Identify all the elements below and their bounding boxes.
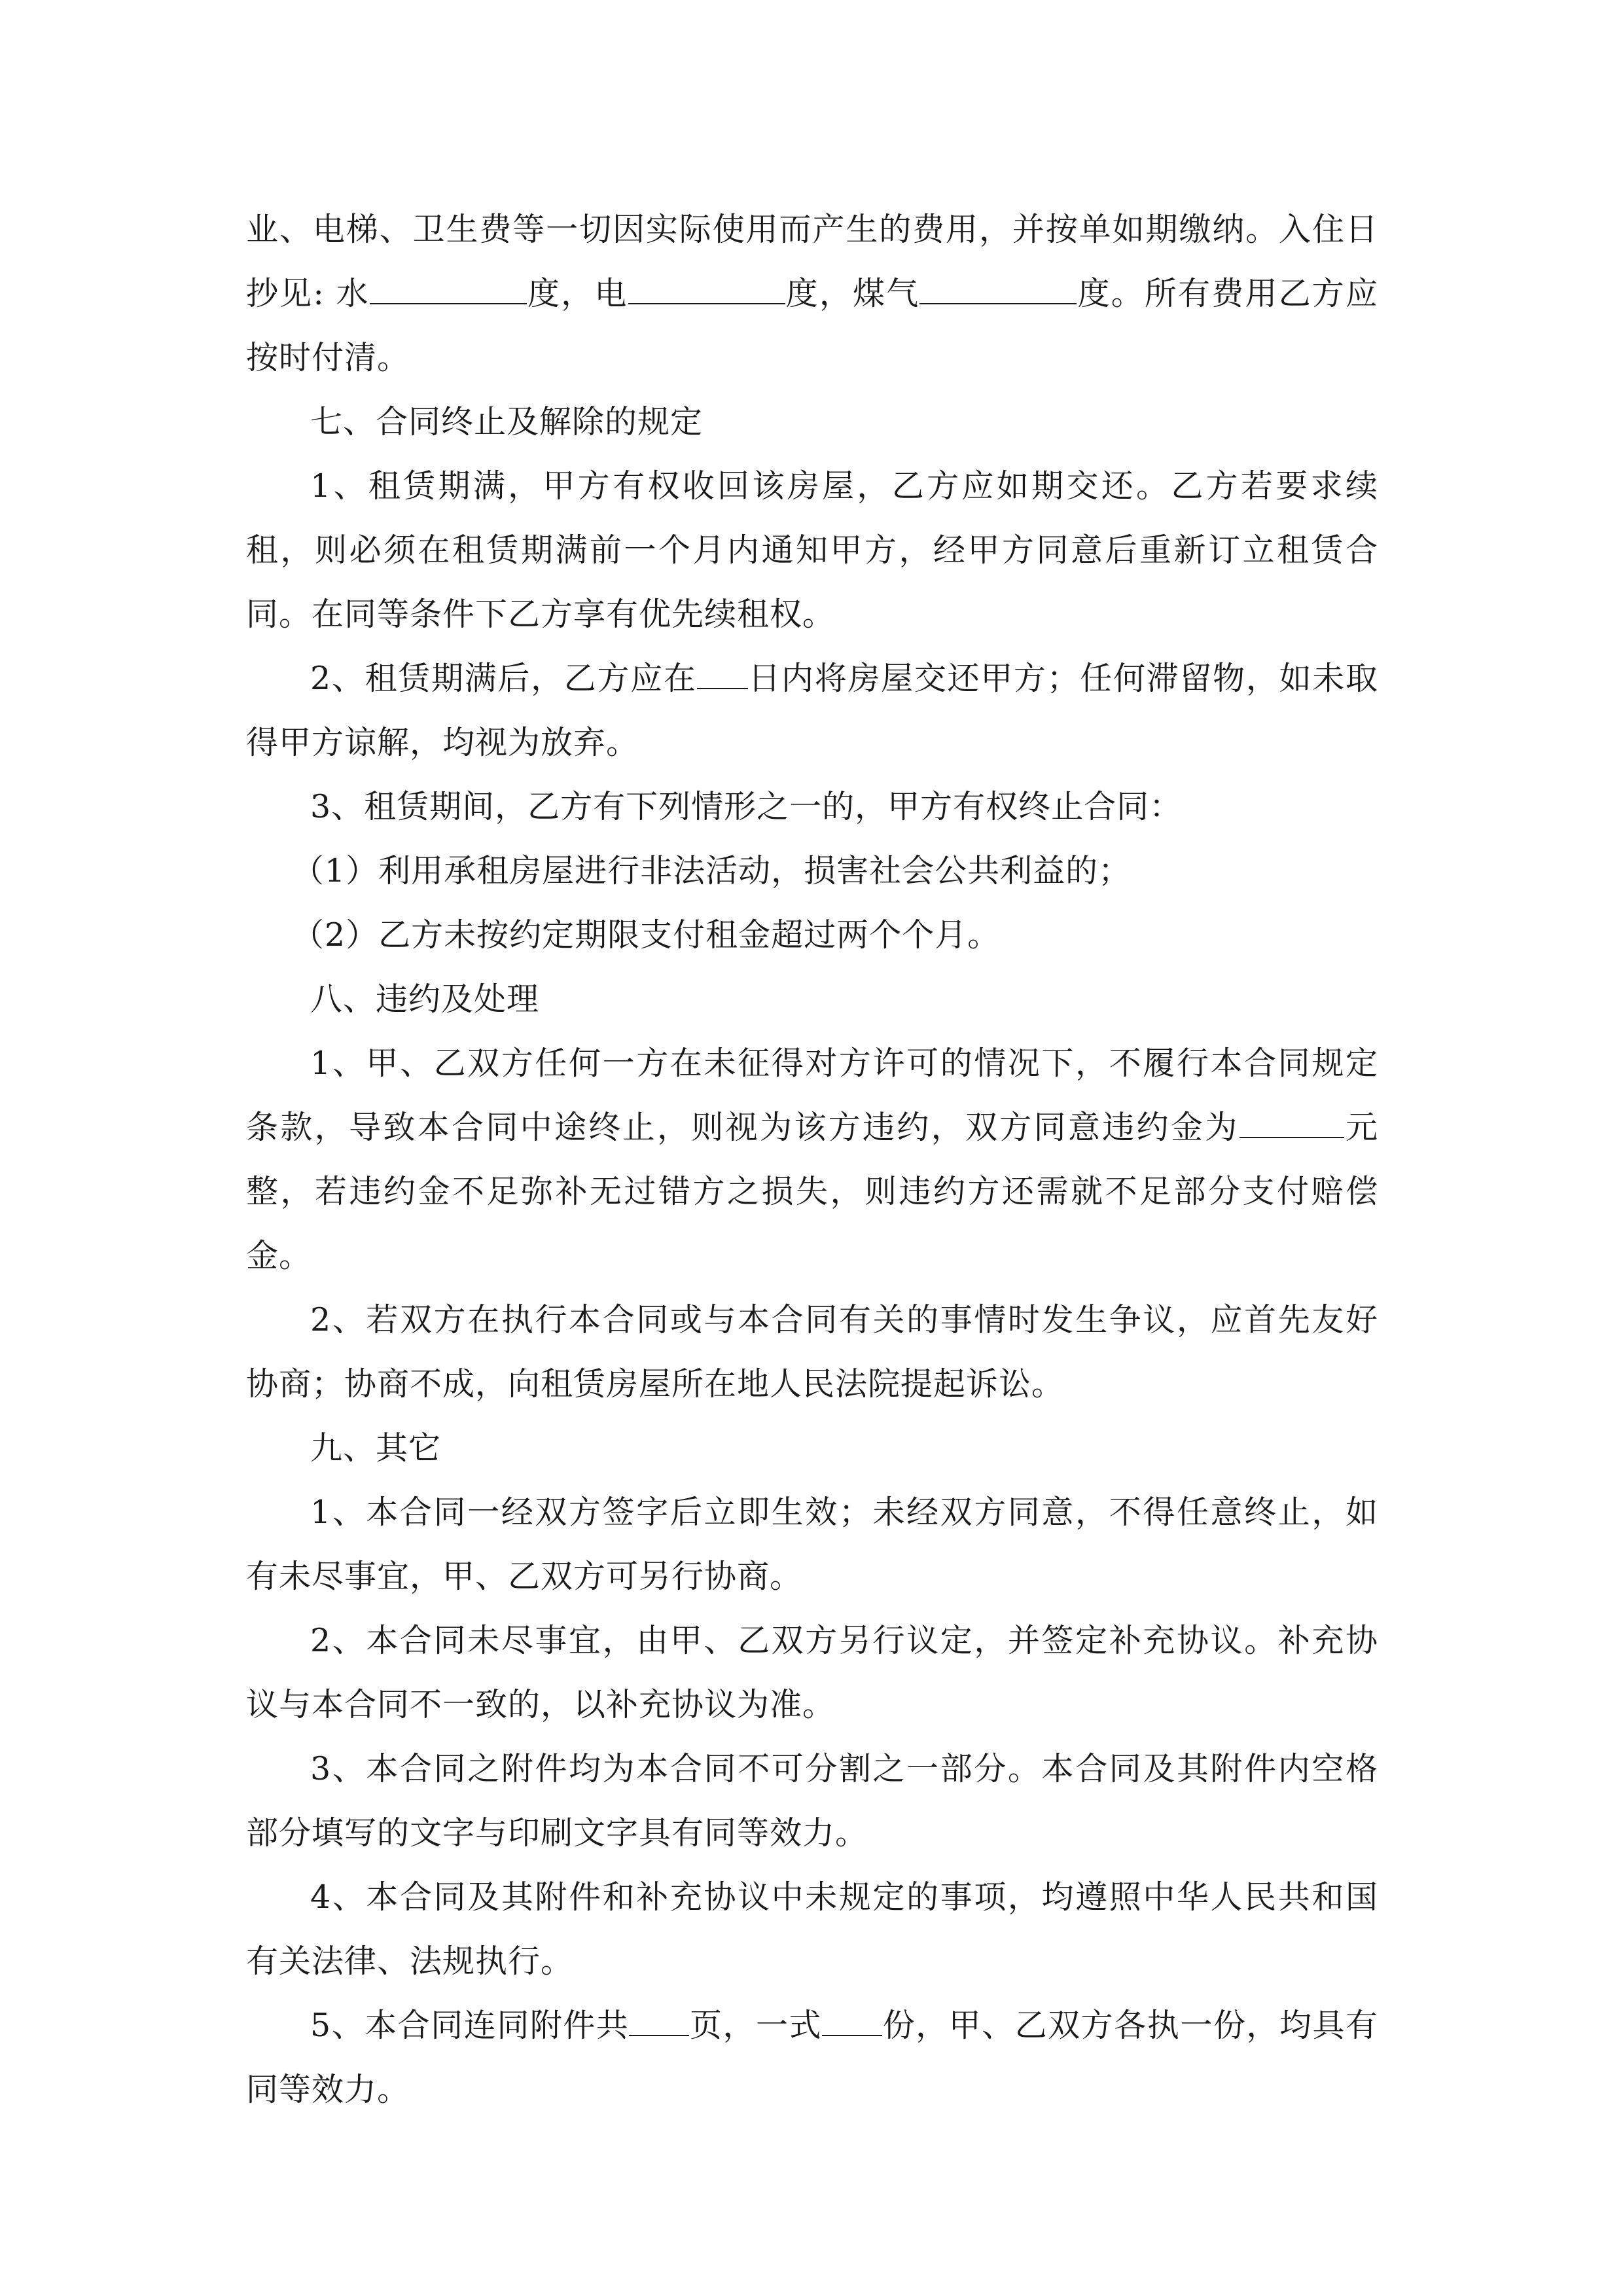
section-heading-7: 七、合同终止及解除的规定 xyxy=(310,403,704,440)
text-segment: 度，煤气 xyxy=(785,275,920,312)
text-segment: 5、本合同连同附件共 xyxy=(310,2007,630,2044)
clause-7-3-2: （2）乙方未按约定期限支付租金超过两个个月。 xyxy=(292,916,1001,954)
text-segment: 份，甲、乙双方各执一份，均具有同等效力。 xyxy=(246,2007,1378,2108)
clause-9-3: 3、本合同之附件均为本合同不可分割之一部分。本合同及其附件内空格部分填写的文字与印刷文字具有同等效力。 xyxy=(246,1750,1378,1852)
gas-reading-blank xyxy=(919,276,1077,304)
clause-8-2: 2、若双方在执行本合同或与本合同有关的事情时发生争议，应首先友好协商；协商不成，向租赁房屋所在地人民法院提起诉讼。 xyxy=(246,1301,1378,1403)
utilities-paragraph xyxy=(246,198,1378,390)
clause-9-1: 1、本合同一经双方签字后立即生效；未经双方同意，不得任意终止，如有未尽事宜，甲、乙双方可另行协商。 xyxy=(246,1494,1378,1595)
clause-8-1 xyxy=(246,1031,1378,1288)
text-segment: 元整，若违约金不足弥补无过错方之损失，则违约方还需就不足部分支付赔偿金。 xyxy=(246,1109,1378,1274)
water-reading-blank xyxy=(370,276,527,304)
penalty-amount-blank xyxy=(1240,1109,1344,1138)
text-segment: 度，电 xyxy=(526,275,628,312)
clause-7-3-1: （1）利用承租房屋进行非法活动，损害社会公共利益的； xyxy=(292,852,1132,889)
copy-count-blank xyxy=(822,2007,882,2036)
section-heading-8: 八、违约及处理 xyxy=(310,980,540,1018)
text-segment: 页，一式 xyxy=(689,2007,823,2044)
text-segment: 2、租赁期满后，乙方应在 xyxy=(310,660,697,697)
clause-9-2: 2、本合同未尽事宜，由甲、乙双方另行议定，并签定补充协议。补充协议与本合同不一致的，以补充协议为准。 xyxy=(246,1622,1378,1723)
clause-9-4: 4、本合同及其附件和补充协议中未规定的事项，均遵照中华人民共和国有关法律、法规执行。 xyxy=(246,1878,1378,1980)
return-days-blank xyxy=(697,660,748,689)
text-segment: 业、电梯、卫生费等一切因实际使用而产生的费用，并按单如期缴纳。入住日抄见: 水 xyxy=(246,211,1378,312)
clause-7-1: 1、租赁期满，甲方有权收回该房屋，乙方应如期交还。乙方若要求续租，则必须在租赁期满前一个月内通知甲方，经甲方同意后重新订立租赁合同。在同等条件下乙方享有优先续租权。 xyxy=(246,467,1378,633)
text-segment: 1、甲、乙双方任何一方在未征得对方许可的情况下，不履行本合同规定条款，导致本合同中途终止，则视为该方违约，双方同意违约金为 xyxy=(246,1045,1378,1146)
electricity-reading-blank xyxy=(628,276,785,304)
section-heading-9: 九、其它 xyxy=(310,1429,442,1467)
text-segment: 日内将房屋交还甲方；任何滞留物，如未取得甲方谅解，均视为放弃。 xyxy=(246,660,1378,761)
clause-7-3: 3、租赁期间，乙方有下列情形之一的，甲方有权终止合同： xyxy=(310,788,1183,825)
contract-body xyxy=(246,198,1378,2122)
page-count-blank xyxy=(629,2007,689,2036)
clause-7-2 xyxy=(246,647,1378,775)
clause-9-5 xyxy=(246,1994,1378,2122)
text-segment: 度。所有费用乙方应按时付清。 xyxy=(246,275,1378,376)
